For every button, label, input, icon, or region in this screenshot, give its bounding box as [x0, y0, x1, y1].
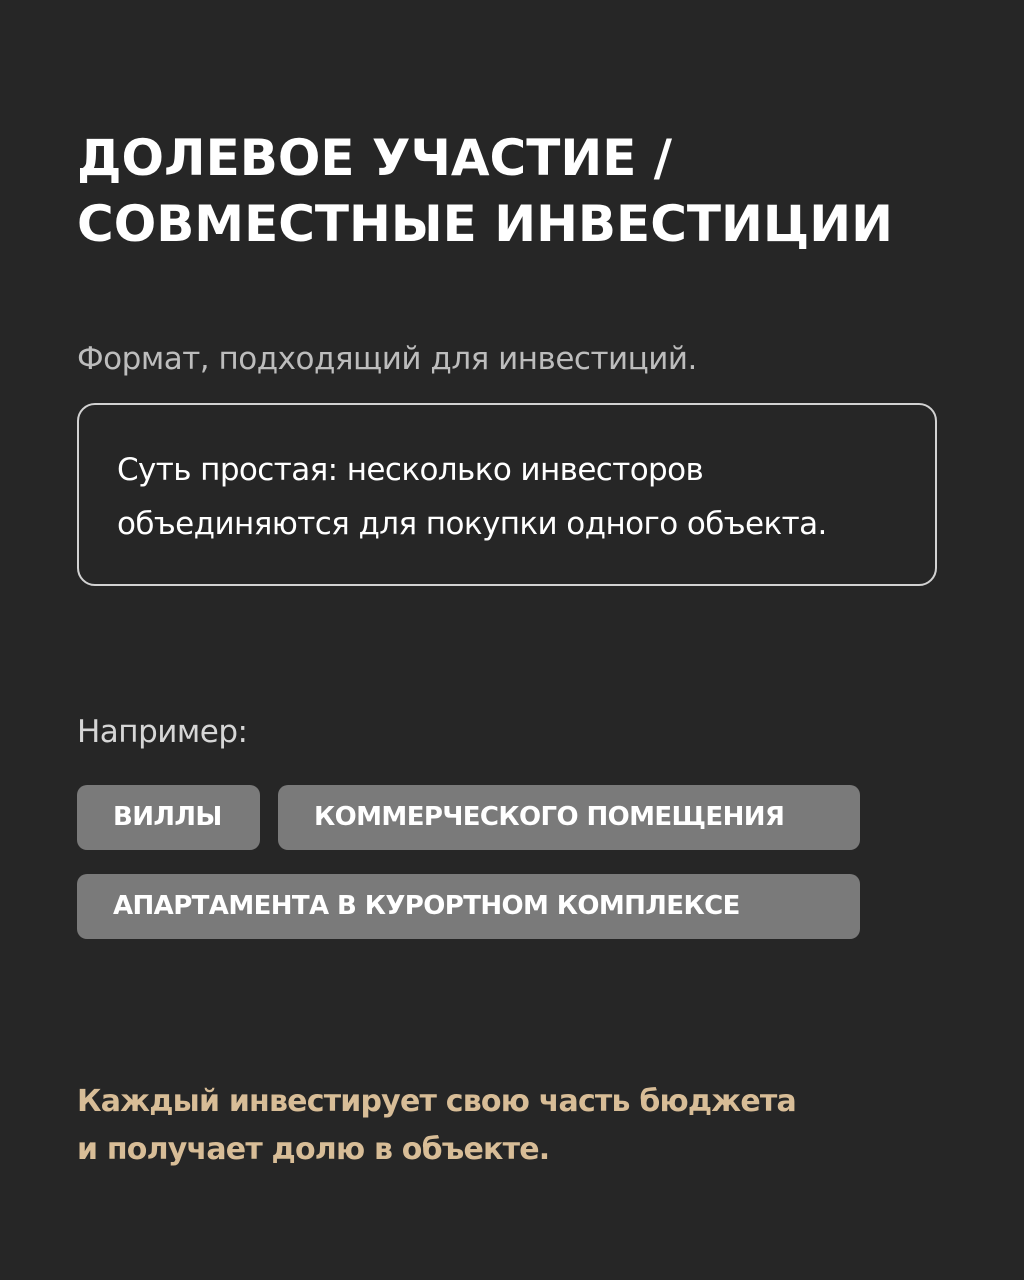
page-title-line-1: ДОЛЕВОЕ УЧАСТИЕ / [77, 129, 673, 187]
example-chip-commercial-premises: КОММЕРЧЕСКОГО ПОМЕЩЕНИЯ [278, 785, 860, 850]
example-chip-villas: ВИЛЛЫ [77, 785, 260, 850]
examples-label: Например: [77, 714, 248, 750]
footer-note-line-1: Каждый инвестирует свою часть бюджета [77, 1084, 796, 1119]
page-title-line-2: СОВМЕСТНЫЕ ИНВЕСТИЦИИ [77, 195, 893, 253]
summary-line-1: Суть простая: несколько инвесторов [117, 452, 704, 488]
summary-line-2: объединяются для покупки одного объекта. [117, 506, 827, 542]
footer-note [77, 1078, 796, 1174]
summary-box [77, 403, 937, 586]
footer-note-line-2: и получает долю в объекте. [77, 1132, 550, 1167]
intro-subtitle: Формат, подходящий для инвестиций. [77, 341, 697, 377]
example-chip-resort-apartment: АПАРТАМЕНТА В КУРОРТНОМ КОМПЛЕКСЕ [77, 874, 860, 939]
page-title [77, 125, 957, 257]
